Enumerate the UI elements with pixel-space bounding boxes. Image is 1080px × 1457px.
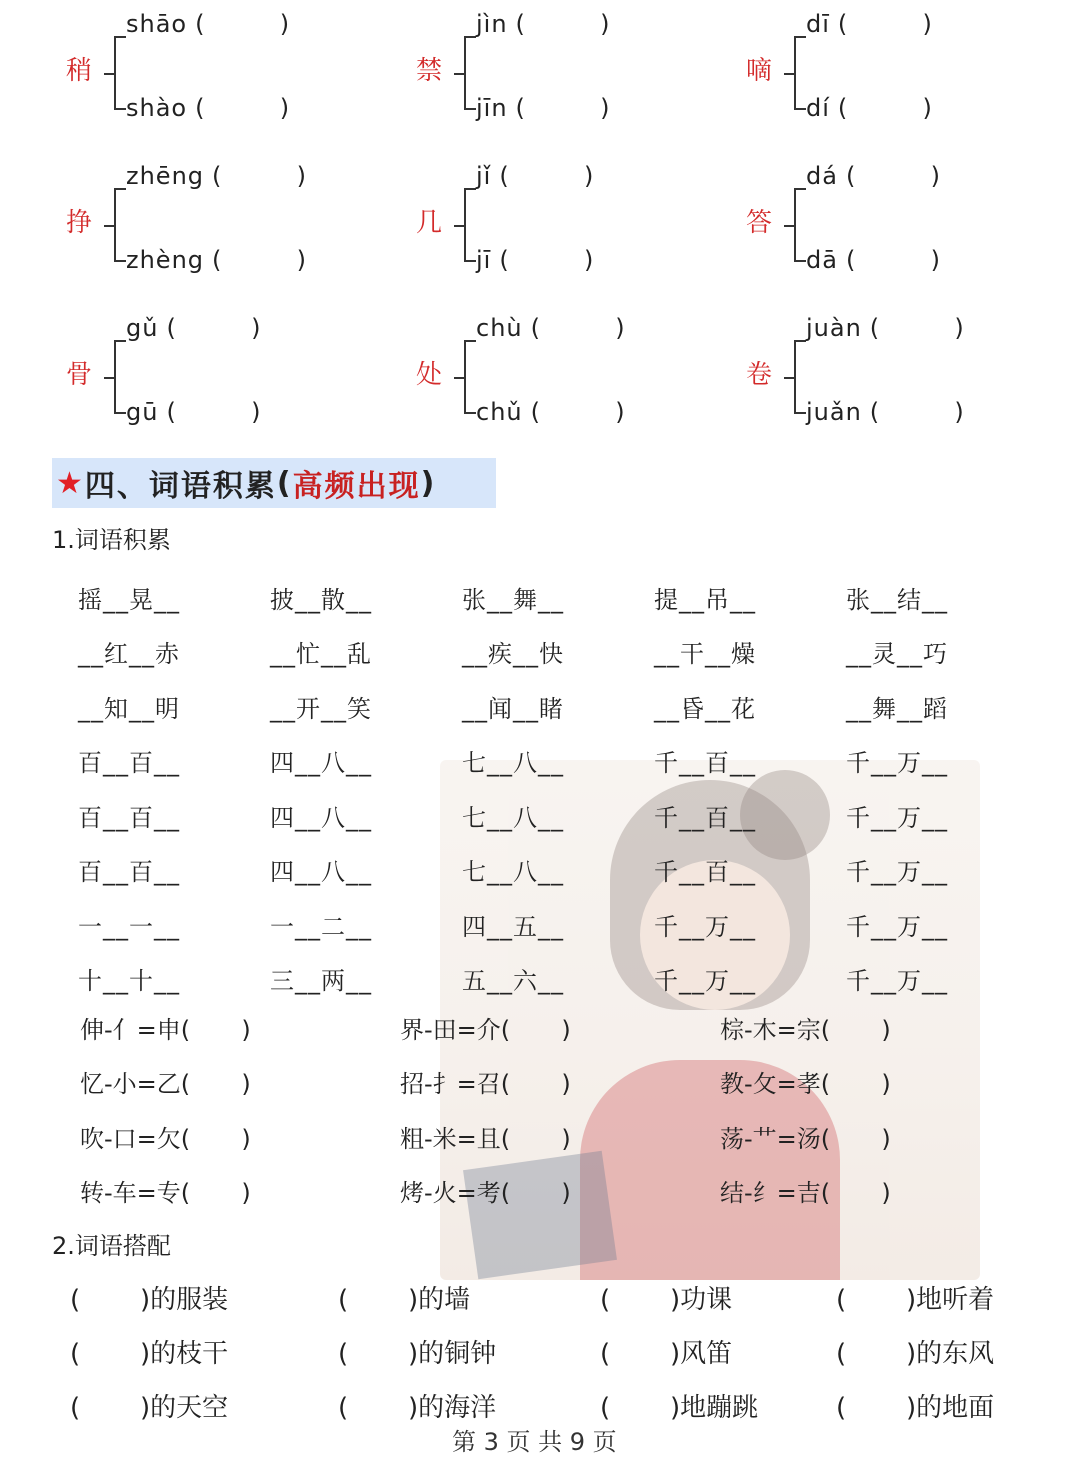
subtraction-text: 转-车=专	[80, 1179, 181, 1208]
subtraction-item	[400, 1064, 720, 1099]
subtraction-item	[720, 1064, 1040, 1099]
word-grid	[78, 570, 1038, 1006]
pinyin: dā	[806, 246, 838, 274]
subtraction-text: 烤-火=考	[400, 1179, 501, 1208]
reading-line	[126, 398, 261, 426]
word-blank-item: 千__万__	[846, 858, 948, 887]
matching-item	[836, 1333, 1066, 1370]
pinyin: jī	[476, 246, 492, 274]
word-blank-item: 千__万__	[846, 803, 948, 832]
word-blank-item: __开__笑	[270, 694, 372, 723]
answer-blank: (	[600, 1284, 611, 1315]
reading-line	[126, 94, 290, 122]
word-blank-item: 百__百__	[78, 749, 180, 778]
subtraction-row	[80, 1000, 1040, 1055]
pinyin: dí	[806, 94, 830, 122]
brace-icon	[464, 188, 476, 262]
word-blank-item: 张__舞__	[462, 585, 564, 614]
matching-item	[70, 1279, 338, 1316]
matching-row	[70, 1324, 1070, 1378]
subtraction-text: 荡-艹=汤	[720, 1124, 821, 1153]
pinyin: jǐ	[476, 162, 492, 190]
matching-text: )的海洋	[408, 1392, 497, 1423]
word-row	[78, 570, 1038, 625]
answer-blank	[181, 1016, 251, 1044]
subtraction-item	[80, 1010, 400, 1045]
matching-item	[836, 1279, 1066, 1316]
pinyin: dī	[806, 10, 830, 38]
matching-item	[70, 1333, 338, 1370]
answer-blank	[499, 162, 594, 190]
word-blank-item: __昏__花	[654, 694, 756, 723]
word-row	[78, 952, 1038, 1007]
answer-blank: (	[836, 1392, 847, 1423]
word-blank-item: 五__六__	[462, 967, 564, 996]
polyphone-char: 骨	[66, 360, 93, 390]
subtraction-item	[400, 1173, 720, 1208]
pinyin: shāo	[126, 10, 188, 38]
word-blank-item: 千__百__	[654, 803, 756, 832]
pinyin: chù	[476, 314, 523, 342]
answer-blank	[181, 1179, 251, 1207]
word-blank-item: 提__吊__	[654, 585, 756, 614]
reading-line	[476, 94, 611, 122]
subtraction-item	[80, 1173, 400, 1208]
word-blank-item: __灵__巧	[846, 640, 948, 669]
answer-blank	[516, 94, 611, 122]
word-blank-item: 七__八__	[462, 749, 564, 778]
word-blank-item: 一__二__	[270, 912, 372, 941]
word-blank-item: 千__万__	[846, 967, 948, 996]
reading-line	[476, 10, 611, 38]
matching-text: )地听着	[906, 1284, 995, 1315]
star-icon: ★	[56, 465, 85, 501]
subtraction-item	[400, 1119, 720, 1154]
brace-icon	[794, 340, 806, 414]
word-blank-item: __忙__乱	[270, 640, 372, 669]
reading-line	[476, 398, 626, 426]
word-matching-grid	[70, 1270, 1070, 1432]
answer-blank	[838, 94, 933, 122]
pinyin: zhēng	[126, 162, 205, 190]
subtraction-item	[80, 1119, 400, 1154]
section-title-open: (	[276, 465, 293, 501]
word-blank-item: 千__万__	[654, 967, 756, 996]
word-blank-item: 七__八__	[462, 803, 564, 832]
matching-text: )的地面	[906, 1392, 995, 1423]
word-blank-item: 七__八__	[462, 858, 564, 887]
subtraction-row	[80, 1055, 1040, 1110]
polyphone-char: 处	[416, 360, 443, 390]
pinyin: gū	[126, 398, 159, 426]
word-blank-item: 四__八__	[270, 749, 372, 778]
answer-blank	[195, 10, 290, 38]
answer-blank	[501, 1179, 571, 1207]
subtraction-item	[720, 1119, 1040, 1154]
page-footer: 第 3 页 共 9 页	[452, 1428, 617, 1456]
answer-blank	[846, 162, 941, 190]
pinyin: jìn	[476, 10, 508, 38]
word-blank-item: 披__散__	[270, 585, 372, 614]
pinyin: juàn	[806, 314, 862, 342]
answer-blank	[838, 10, 933, 38]
answer-blank	[870, 398, 965, 426]
reading-line	[806, 398, 965, 426]
brace-icon	[794, 188, 806, 262]
word-blank-item: 千__万__	[846, 749, 948, 778]
word-blank-item: 千__百__	[654, 749, 756, 778]
answer-blank	[821, 1070, 891, 1098]
answer-blank	[195, 94, 290, 122]
matching-text: )功课	[670, 1284, 733, 1315]
answer-blank	[821, 1125, 891, 1153]
word-blank-item: 四__五__	[462, 912, 564, 941]
brace-icon	[464, 340, 476, 414]
section-title-highlight: 高频出现	[292, 469, 421, 504]
answer-blank	[181, 1125, 251, 1153]
subtraction-item	[80, 1064, 400, 1099]
subtraction-text: 结-纟=吉	[720, 1179, 821, 1208]
pinyin: gǔ	[126, 314, 159, 342]
word-row	[78, 679, 1038, 734]
subsection-word-accumulation: 1.词语积累	[52, 526, 171, 554]
word-blank-item: 四__八__	[270, 803, 372, 832]
brace-icon	[464, 36, 476, 110]
reading-line	[126, 246, 307, 274]
answer-blank: (	[600, 1392, 611, 1423]
matching-item	[70, 1387, 338, 1424]
word-blank-item: __舞__蹈	[846, 694, 948, 723]
brace-icon	[114, 340, 126, 414]
word-blank-item: __红__赤	[78, 640, 180, 669]
word-blank-item: 张__结__	[846, 585, 948, 614]
answer-blank: (	[70, 1338, 81, 1369]
answer-blank	[501, 1070, 571, 1098]
subtraction-row	[80, 1164, 1040, 1219]
word-row	[78, 734, 1038, 789]
answer-blank	[531, 398, 626, 426]
answer-blank: (	[70, 1284, 81, 1315]
word-row	[78, 897, 1038, 952]
section-title-main: 四、词语积累	[84, 469, 277, 504]
reading-line	[806, 162, 941, 190]
word-blank-item: __闻__睹	[462, 694, 564, 723]
brace-icon	[114, 188, 126, 262]
subtraction-item	[720, 1010, 1040, 1045]
character-subtraction-grid	[80, 1000, 1040, 1218]
word-blank-item: 千__万__	[654, 912, 756, 941]
subtraction-row	[80, 1109, 1040, 1164]
answer-blank: (	[338, 1338, 349, 1369]
subtraction-item	[400, 1010, 720, 1045]
polyphone-char: 答	[746, 208, 773, 238]
pinyin: shào	[126, 94, 188, 122]
pinyin: dá	[806, 162, 838, 190]
word-blank-item: 十__十__	[78, 967, 180, 996]
word-blank-item: 摇__晃__	[78, 585, 180, 614]
matching-text: )的东风	[906, 1338, 995, 1369]
matching-row	[70, 1270, 1070, 1324]
matching-item	[338, 1387, 600, 1424]
subtraction-text: 伸-亻=申	[80, 1015, 181, 1044]
polyphone-char: 几	[416, 208, 443, 238]
brace-icon	[114, 36, 126, 110]
matching-item	[600, 1387, 836, 1424]
answer-blank	[166, 398, 261, 426]
word-blank-item: __疾__快	[462, 640, 564, 669]
answer-blank	[516, 10, 611, 38]
matching-item	[600, 1333, 836, 1370]
pinyin: chǔ	[476, 398, 523, 426]
polyphone-char: 稍	[66, 56, 93, 86]
pinyin: jīn	[476, 94, 508, 122]
word-blank-item: 百__百__	[78, 858, 180, 887]
word-row	[78, 788, 1038, 843]
answer-blank	[501, 1016, 571, 1044]
reading-line	[476, 314, 626, 342]
subtraction-text: 粗-米=且	[400, 1124, 501, 1153]
answer-blank	[821, 1179, 891, 1207]
answer-blank: (	[338, 1284, 349, 1315]
word-blank-item: 千__万__	[846, 912, 948, 941]
polyphone-char: 禁	[416, 56, 443, 86]
answer-blank	[501, 1125, 571, 1153]
reading-line	[806, 10, 933, 38]
matching-text: )风笛	[670, 1338, 733, 1369]
answer-blank	[212, 162, 307, 190]
matching-item	[338, 1333, 600, 1370]
matching-text: )地蹦跳	[670, 1392, 759, 1423]
word-blank-item: __干__燥	[654, 640, 756, 669]
subtraction-text: 忆-小=乙	[80, 1070, 181, 1099]
answer-blank	[212, 246, 307, 274]
brace-icon	[794, 36, 806, 110]
answer-blank: (	[70, 1392, 81, 1423]
reading-line	[806, 314, 965, 342]
word-blank-item: 千__百__	[654, 858, 756, 887]
answer-blank: (	[600, 1338, 611, 1369]
subtraction-text: 招-扌=召	[400, 1070, 501, 1099]
answer-blank: (	[836, 1338, 847, 1369]
polyphone-char: 卷	[746, 360, 773, 390]
subtraction-text: 吹-口=欠	[80, 1124, 181, 1153]
section-title	[52, 458, 496, 508]
matching-item	[338, 1279, 600, 1316]
reading-line	[806, 246, 941, 274]
matching-item	[836, 1387, 1066, 1424]
reading-line	[806, 94, 933, 122]
answer-blank	[821, 1016, 891, 1044]
subsection-word-matching: 2.词语搭配	[52, 1232, 171, 1260]
answer-blank: (	[338, 1392, 349, 1423]
section-title-close: )	[420, 465, 437, 501]
pinyin: juǎn	[806, 398, 862, 426]
answer-blank	[870, 314, 965, 342]
polyphone-char: 挣	[66, 208, 93, 238]
subtraction-item	[720, 1173, 1040, 1208]
word-blank-item: 一__一__	[78, 912, 180, 941]
word-blank-item: 四__八__	[270, 858, 372, 887]
word-blank-item: 百__百__	[78, 803, 180, 832]
subtraction-text: 教-攵=孝	[720, 1070, 821, 1099]
reading-line	[126, 10, 290, 38]
matching-text: )的服装	[140, 1284, 229, 1315]
matching-item	[600, 1279, 836, 1316]
pinyin: zhèng	[126, 246, 205, 274]
answer-blank	[181, 1070, 251, 1098]
word-blank-item: __知__明	[78, 694, 180, 723]
matching-text: )的天空	[140, 1392, 229, 1423]
matching-text: )的铜钟	[408, 1338, 497, 1369]
subtraction-text: 棕-木=宗	[720, 1015, 821, 1044]
matching-text: )的枝干	[140, 1338, 229, 1369]
subtraction-text: 界-田=介	[400, 1015, 501, 1044]
answer-blank	[166, 314, 261, 342]
reading-line	[476, 162, 594, 190]
answer-blank: (	[836, 1284, 847, 1315]
word-row	[78, 843, 1038, 898]
reading-line	[126, 314, 261, 342]
reading-line	[476, 246, 594, 274]
word-blank-item: 三__两__	[270, 967, 372, 996]
word-row	[78, 625, 1038, 680]
matching-text: )的墙	[408, 1284, 471, 1315]
answer-blank	[531, 314, 626, 342]
answer-blank	[499, 246, 594, 274]
answer-blank	[846, 246, 941, 274]
reading-line	[126, 162, 307, 190]
polyphone-char: 嘀	[746, 56, 773, 86]
